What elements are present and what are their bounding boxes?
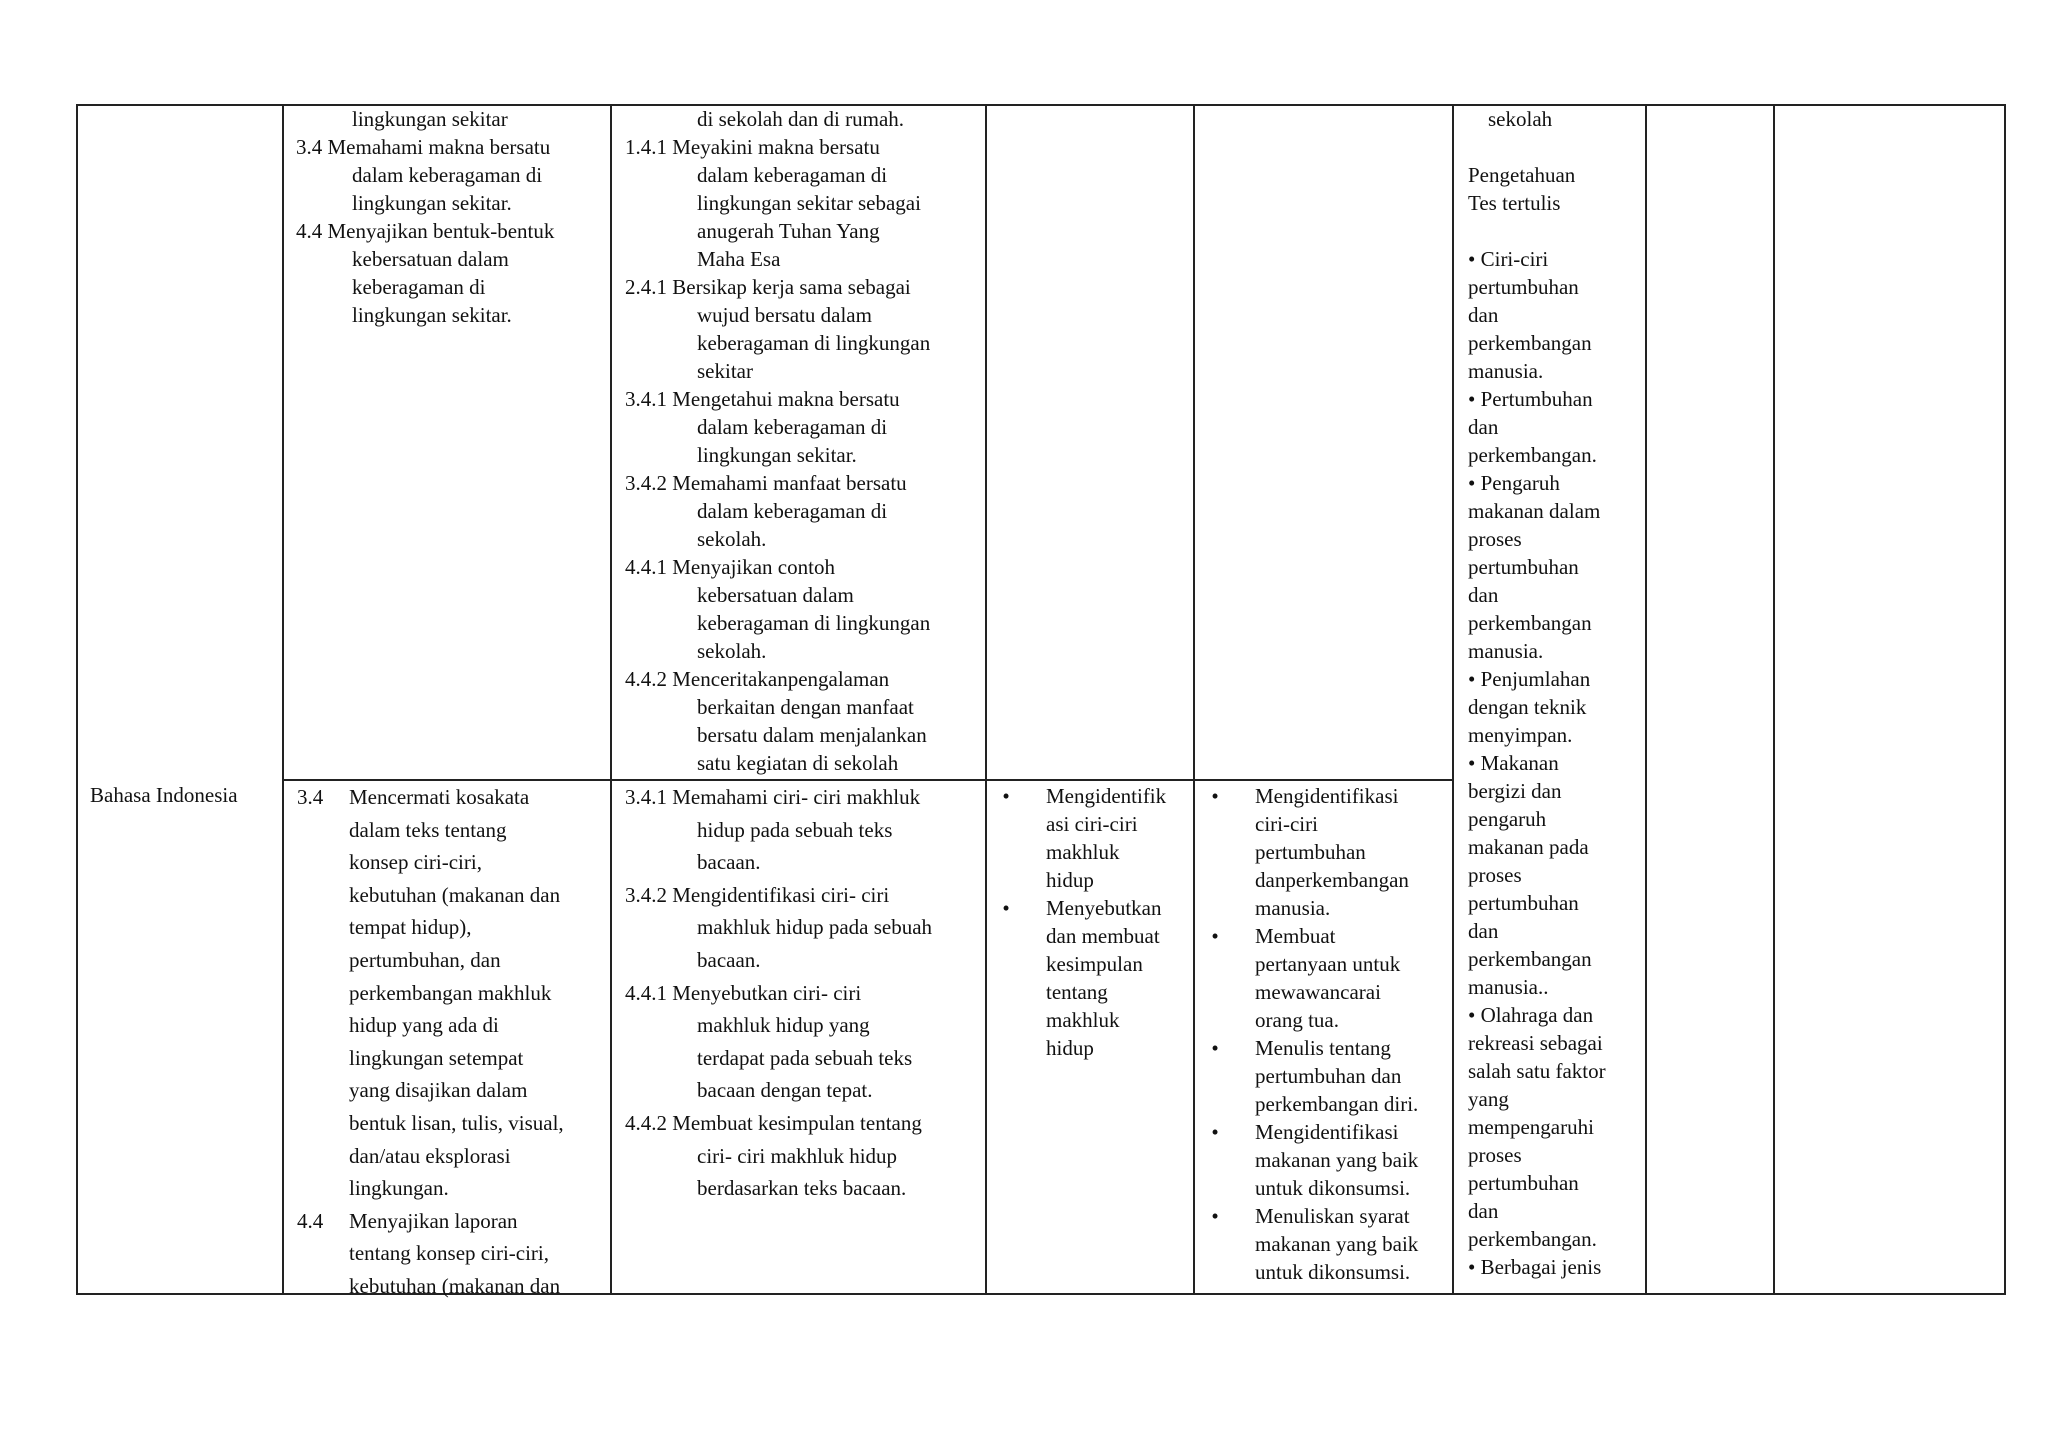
penilaian-line: makanan dalam [1468,499,1601,523]
bullet-line: tentang [1046,980,1108,1004]
indikator-line: ciri- ciri makhluk hidup [697,1143,898,1168]
penilaian-line: pertumbuhan [1468,1171,1579,1195]
indikator-line: keberagaman di lingkungan [697,331,931,355]
bullet-line: Menyebutkan [1046,896,1162,920]
bullet-line: Mengidentifikasi [1255,1120,1399,1144]
col-border-7 [1773,104,1775,1295]
indikator-line: di sekolah dan di rumah. [697,107,905,131]
indikator-line: anugerah Tuhan Yang [697,219,880,243]
penilaian-line: pertumbuhan [1468,555,1579,579]
penilaian-line: perkembangan. [1468,1227,1597,1251]
bullet-item [994,782,1166,894]
indikator-line: berdasarkan teks bacaan. [697,1176,907,1201]
bullet-line: makanan yang baik [1255,1232,1419,1256]
kd-item-line: pertumbuhan, dan [349,947,501,972]
kd-item-line: yang disajikan dalam [349,1078,528,1103]
bullet-line: hidup [1046,1036,1094,1060]
indikator-line: makhluk hidup pada sebuah [697,915,933,940]
kd-item-line: tempat hidup), [349,915,472,940]
kd-line: kebersatuan dalam [352,247,509,271]
bullet-line: untuk dikonsumsi. [1255,1260,1411,1284]
penilaian-line: perkembangan. [1468,443,1597,467]
penilaian-line: rekreasi sebagai [1468,1031,1603,1055]
kd-item-4-4 [297,1205,564,1303]
kd-item-line: Menyajikan laporan [349,1208,518,1233]
indikator-line: lingkungan sekitar. [697,443,857,467]
penilaian-cell [1468,105,1606,1281]
indikator-cell [625,781,932,1205]
indikator-line: wujud bersatu dalam [697,303,872,327]
penilaian-line: dan [1468,303,1499,327]
kd-item-line: kebutuhan (makanan dan [349,882,561,907]
col-border-6 [1645,104,1647,1295]
bullet-line: pertanyaan untuk [1255,952,1401,976]
penilaian-line: • Pertumbuhan [1468,387,1593,411]
kd-continued-cell [296,105,554,329]
kd-item-line: Mencermati kosakata [349,785,530,809]
penilaian-line: pertumbuhan [1468,891,1579,915]
bullet-line: kesimpulan [1046,952,1143,976]
indikator-line: sekitar [697,359,753,383]
indikator-line: 1.4.1 Meyakini makna bersatu [625,135,880,159]
kd-item-3-4 [297,781,564,1205]
kd-line: dalam keberagaman di [352,163,543,187]
kd-line: keberagaman di [352,275,486,299]
penilaian-line: yang [1468,1087,1509,1111]
kd-item-line: lingkungan setempat [349,1045,524,1070]
indikator-line: Maha Esa [697,247,781,271]
penilaian-line: dan [1468,919,1499,943]
indikator-line: sekolah. [697,527,767,551]
bullet-line: perkembangan diri. [1255,1092,1419,1116]
penilaian-line: dan [1468,1199,1499,1223]
bullet-icon: • [1211,1204,1219,1228]
penilaian-line: Tes tertulis [1468,191,1561,215]
penilaian-line: dan [1468,415,1499,439]
bullet-item [1203,1118,1418,1202]
kd-item-line: dan/atau eksplorasi [349,1143,511,1168]
bullet-line: hidup [1046,868,1094,892]
bullet-line: untuk dikonsumsi. [1255,1176,1411,1200]
col-border-0 [76,104,78,1295]
bullet-line: orang tua. [1255,1008,1339,1032]
indikator-line: bacaan. [697,850,761,875]
kegiatan-cell [1203,782,1418,1286]
bullet-line: manusia. [1255,896,1331,920]
penilaian-line: perkembangan [1468,611,1592,635]
penilaian-line: perkembangan [1468,947,1592,971]
penilaian-line: perkembangan [1468,331,1592,355]
bullet-line: makhluk [1046,1008,1120,1032]
penilaian-line: • Penjumlahan [1468,667,1591,691]
kd-line: lingkungan sekitar. [352,303,512,327]
bullet-item [994,894,1166,1062]
indikator-line: 3.4.2 Memahami manfaat bersatu [625,471,907,495]
indikator-line: dalam keberagaman di [697,163,888,187]
penilaian-line: manusia. [1468,639,1544,663]
kd-item-line: bentuk lisan, tulis, visual, [349,1110,564,1135]
bullet-icon: • [1002,896,1010,920]
kd-item-line: perkembangan makhluk [349,980,552,1005]
penilaian-line: salah satu faktor [1468,1059,1606,1083]
indikator-line: berkaitan dengan manfaat [697,695,914,719]
bullet-item [1203,1034,1418,1118]
col-border-4 [1193,104,1195,1295]
penilaian-line: pengaruh [1468,807,1547,831]
indikator-line: 4.4.1 Menyebutkan ciri- ciri [625,980,862,1005]
bullet-line: dan membuat [1046,924,1160,948]
bullet-line: Mengidentifikasi [1255,784,1399,808]
col-border-8 [2004,104,2006,1295]
indikator-line: 3.4.1 Memahami ciri- ciri makhluk [625,785,921,809]
kd-item-line: tentang konsep ciri-ciri, [349,1241,550,1266]
bullet-icon: • [1211,1036,1219,1060]
indikator-line: 2.4.1 Bersikap kerja sama sebagai [625,275,911,299]
penilaian-line: proses [1468,527,1522,551]
penilaian-line: proses [1468,1143,1522,1167]
kd-item-line: lingkungan. [349,1176,449,1201]
penilaian-line: proses [1468,863,1522,887]
penilaian-line: dengan teknik [1468,695,1587,719]
bullet-icon: • [1211,1120,1219,1144]
bullet-line: asi ciri-ciri [1046,812,1138,836]
penilaian-line: mempengaruhi [1468,1115,1594,1139]
penilaian-line: manusia. [1468,359,1544,383]
bullet-line: ciri-ciri [1255,812,1318,836]
bullet-item [1203,782,1418,922]
indikator-line: terdapat pada sebuah teks [697,1045,913,1070]
col-border-3 [985,104,987,1295]
indikator-line: keberagaman di lingkungan [697,611,931,635]
indikator-line: 3.4.2 Mengidentifikasi ciri- ciri [625,882,890,907]
penilaian-line: • Makanan [1468,751,1559,775]
kd-item-line: kebutuhan (makanan dan [349,1273,561,1298]
bullet-line: danperkembangan [1255,868,1409,892]
penilaian-line: • Olahraga dan [1468,1003,1594,1027]
bullet-item [1203,1202,1418,1286]
indikator-line: makhluk hidup yang [697,1013,870,1038]
indikator-continued-cell [625,105,930,777]
subject-name: Bahasa Indonesia [90,783,238,807]
penilaian-line: bergizi dan [1468,779,1562,803]
kd-line: 4.4 Menyajikan bentuk-bentuk [296,219,555,243]
kd-item-line: hidup yang ada di [349,1013,499,1038]
bullet-item [1203,922,1418,1034]
bullet-line: makanan yang baik [1255,1148,1419,1172]
bullet-line: pertumbuhan dan [1255,1064,1402,1088]
col-border-2 [610,104,612,1295]
penilaian-line: pertumbuhan [1468,275,1579,299]
penilaian-line: manusia.. [1468,975,1549,999]
indikator-line: dalam keberagaman di [697,499,888,523]
kd-item-number: 3.4 [297,785,324,809]
indikator-line: dalam keberagaman di [697,415,888,439]
penilaian-line: sekolah [1488,107,1553,131]
bullet-line: pertumbuhan [1255,840,1366,864]
indikator-line: 3.4.1 Mengetahui makna bersatu [625,387,900,411]
bullet-line: mewawancarai [1255,980,1381,1004]
kd-cell [297,781,564,1303]
kd-item-number: 4.4 [297,1208,324,1233]
indikator-line: bacaan dengan tepat. [697,1078,873,1103]
bullet-line: Menulis tentang [1255,1036,1391,1060]
kd-item-line: konsep ciri-ciri, [349,850,482,875]
materi-cell [994,782,1166,1062]
indikator-line: sekolah. [697,639,767,663]
bullet-line: makhluk [1046,840,1120,864]
penilaian-line: menyimpan. [1468,723,1573,747]
penilaian-line: makanan pada [1468,835,1589,859]
bullet-icon: • [1211,784,1219,808]
indikator-line: 4.4.2 Membuat kesimpulan tentang [625,1110,922,1135]
indikator-line: hidup pada sebuah teks [697,817,893,842]
col-border-5 [1452,104,1454,1295]
subject-cell [90,781,238,809]
col-border-1 [282,104,284,1295]
bullet-line: Menuliskan syarat [1255,1204,1410,1228]
bullet-line: Mengidentifik [1046,784,1167,808]
indikator-line: satu kegiatan di sekolah [697,751,899,775]
blank-line [1468,217,1606,245]
indikator-line: 4.4.1 Menyajikan contoh [625,555,835,579]
indikator-line: bersatu dalam menjalankan [697,723,927,747]
penilaian-line: • Pengaruh [1468,471,1560,495]
kd-line: 3.4 Memahami makna bersatu [296,135,551,159]
bullet-line: Membuat [1255,924,1336,948]
blank-line [1468,133,1606,161]
indikator-line: lingkungan sekitar sebagai [697,191,921,215]
indikator-line: bacaan. [697,947,761,972]
indikator-line: kebersatuan dalam [697,583,854,607]
kd-item-line: dalam teks tentang [349,817,507,842]
bullet-icon: • [1211,924,1219,948]
penilaian-line: dan [1468,583,1499,607]
indikator-line: 4.4.2 Menceritakanpengalaman [625,667,890,691]
kd-line: lingkungan sekitar [352,107,508,131]
penilaian-line: • Ciri-ciri [1468,247,1549,271]
kd-line: lingkungan sekitar. [352,191,512,215]
bullet-icon: • [1002,784,1010,808]
penilaian-line: Pengetahuan [1468,163,1576,187]
penilaian-line: • Berbagai jenis [1468,1255,1602,1279]
